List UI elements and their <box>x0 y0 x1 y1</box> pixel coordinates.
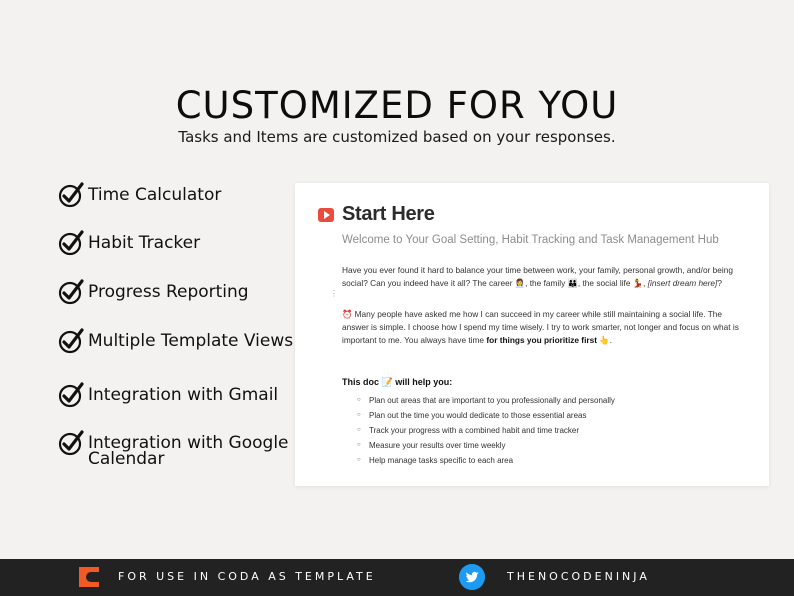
feature-item <box>58 382 298 408</box>
feature-label: Integration with Google Calendar <box>88 433 289 469</box>
checkmark-circle-icon <box>58 181 85 208</box>
feature-item <box>58 230 298 256</box>
list-item: ○ Measure your results over time weekly <box>357 438 615 453</box>
list-item: ○ Help manage tasks specific to each area <box>357 453 615 468</box>
intro-italic: [insert dream here] <box>647 278 718 288</box>
checkmark-circle-icon <box>58 429 85 456</box>
page-title: CUSTOMIZED FOR YOU <box>175 84 619 127</box>
doc-list-heading: This doc 📝 will help you: <box>342 377 453 387</box>
list-item: ○ Plan out the time you would dedicate to those essential areas <box>357 408 615 423</box>
drag-handle-icon[interactable]: ⋮ <box>330 289 338 298</box>
answer-end: . <box>609 335 612 345</box>
checkmark-circle-icon <box>58 381 85 408</box>
list-item: ○ Plan out areas that are important to you professionally and personally <box>357 393 615 408</box>
checkmark-circle-icon <box>58 229 85 256</box>
feature-item <box>58 279 298 305</box>
intro-end: ? <box>717 278 722 288</box>
twitter-icon[interactable] <box>459 564 485 590</box>
doc-bullet-list <box>357 393 615 468</box>
feature-label: Progress Reporting <box>88 282 249 302</box>
doc-paragraph-answer <box>342 308 742 347</box>
intro-text: Have you ever found it hard to balance your time between work, your family, personal growth, and/or being social? Can you indeed have it all? The career 👩‍💼, the family 👪, the social life 💃, <box>342 265 733 288</box>
feature-item <box>58 328 298 354</box>
footer-coda-text: FOR USE IN CODA AS TEMPLATE <box>118 570 376 583</box>
feature-item <box>58 430 298 467</box>
checkmark-circle-icon <box>58 278 85 305</box>
page-subtitle: Tasks and Items are customized based on your responses. <box>178 128 616 146</box>
play-icon <box>318 208 334 222</box>
feature-label: Habit Tracker <box>88 233 201 253</box>
answer-text: ⏰ Many people have asked me how I can succeed in my career while still maintaining a social life. The answer is simple. I choose how I spend my time wisely. I try to work smarter, not longer and focus on what is important to me. You always have time <box>342 309 739 345</box>
checkmark-circle-icon <box>58 327 85 354</box>
footer-bar <box>0 559 794 596</box>
doc-title-row <box>318 203 435 226</box>
doc-paragraph-intro <box>342 264 742 290</box>
doc-subtitle: Welcome to Your Goal Setting, Habit Tracking and Task Management Hub <box>342 234 719 246</box>
answer-bold: for things you prioritize first 👆 <box>486 335 610 345</box>
doc-title[interactable]: Start Here <box>342 203 435 225</box>
feature-label: Integration with Gmail <box>88 385 279 405</box>
feature-label: Time Calculator <box>88 185 222 205</box>
doc-preview-card <box>295 183 769 486</box>
feature-label: Multiple Template Views <box>88 331 294 351</box>
coda-logo-icon <box>79 567 99 587</box>
list-item: ○ Track your progress with a combined habit and time tracker <box>357 423 615 438</box>
footer-twitter-handle[interactable]: THENOCODENINJA <box>507 570 650 583</box>
feature-item <box>58 182 298 208</box>
